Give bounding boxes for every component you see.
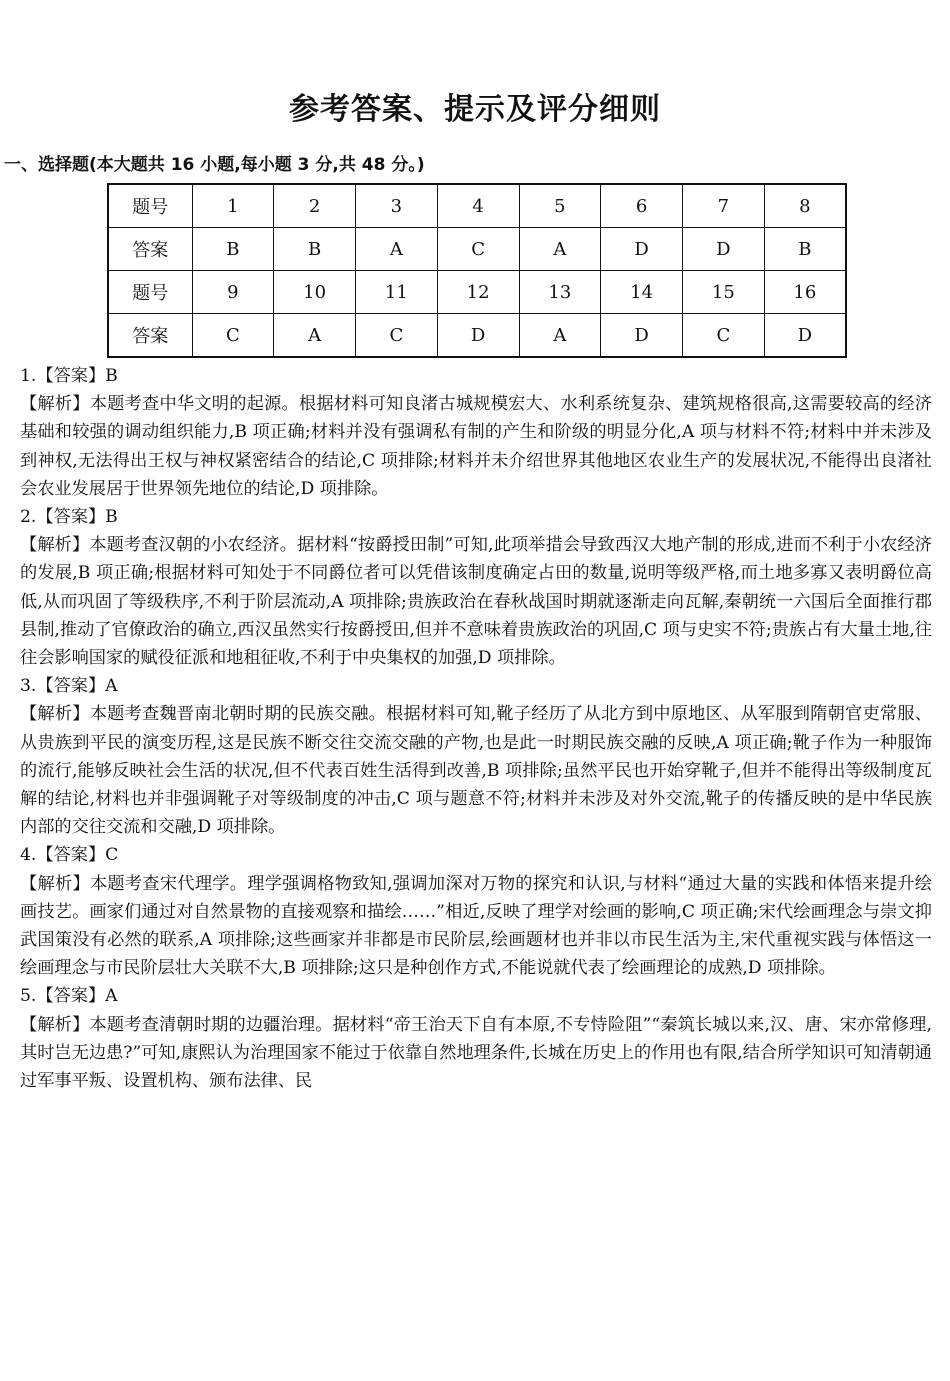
- answer-line: [20, 982, 932, 1010]
- answer-explanations: [20, 362, 932, 1095]
- question-block: [20, 362, 932, 503]
- table-row-header: 答案: [108, 314, 192, 358]
- answer-label: 【答案】: [36, 366, 106, 386]
- table-cell: A: [274, 314, 356, 358]
- analysis-text: 本题考查魏晋南北朝时期的民族交融。根据材料可知,靴子经历了从北方到中原地区、从军服到隋朝官吏常服、从贵族到平民的演变历程,这是民族不断交往交流交融的产物,也是此一时期民族交融的反映,A 项正确;靴子作为一种服饰的流行,能够反映社会生活的状况,但不代表百姓生活得到改善,B 项排除;虽然平民也开始穿靴子,但并不能得出等级制度瓦解的结论,材料也并非强调靴子对等级制度的冲击,C 项与题意不符;材料并未涉及对外交流,靴子的传播反映的是中华民族内部的交往交流和交融,D 项排除。: [20, 704, 932, 838]
- table-cell: 13: [519, 271, 601, 314]
- table-cell: 3: [356, 184, 438, 228]
- answer-label: 【答案】: [36, 986, 106, 1007]
- analysis-label: 【解析】: [20, 1014, 90, 1035]
- table-cell: C: [192, 314, 274, 358]
- question-number: 3.: [20, 676, 37, 697]
- answer-value: B: [105, 507, 118, 528]
- table-cell: A: [356, 228, 438, 271]
- table-cell: C: [437, 228, 519, 271]
- question-block: [20, 982, 932, 1095]
- table-cell: 15: [683, 271, 765, 314]
- table-row: [108, 314, 846, 358]
- table-cell: 14: [601, 271, 683, 314]
- analysis-text: 本题考查汉朝的小农经济。据材料“按爵授田制”可知,此项举措会导致西汉大地产制的形成,进而不利于小农经济的发展,B 项正确;根据材料可知处于不同爵位者可以凭借该制度确定占田的数量,说明等级严格,而土地多寡又表明爵位高低,从而巩固了等级秩序,不利于阶层流动,A 项排除;贵族政治在春秋战国时期就逐渐走向瓦解,秦朝统一六国后全面推行郡县制,推动了官僚政治的确立,西汉虽然实行按爵授田,但并不意味着贵族政治的巩固,C 项与史实不符;贵族占有大量土地,往往会影响国家的赋役征派和地租征收,不利于中央集权的加强,D 项排除。: [20, 535, 932, 669]
- table-cell: B: [764, 228, 846, 271]
- page-title: 参考答案、提示及评分细则: [289, 92, 661, 127]
- analysis-label: 【解析】: [20, 535, 90, 556]
- table-cell: B: [192, 228, 274, 271]
- table-cell: 6: [601, 184, 683, 228]
- analysis-text: 本题考查宋代理学。理学强调格物致知,强调加深对万物的探究和认识,与材料“通过大量的实践和体悟来提升绘画技艺。画家们通过对自然景物的直接观察和描绘……”相近,反映了理学对绘画的影响,C 项正确;宋代绘画理念与崇文抑武国策没有必然的联系,A 项排除;这些画家并非都是市民阶层,绘画题材也并非以市民生活为主,宋代重视实践与体悟这一绘画理念与市民阶层壮大关联不大,B 项排除;这只是种创作方式,不能说就代表了绘画理论的成熟,D 项排除。: [20, 873, 932, 979]
- analysis-label: 【解析】: [20, 873, 90, 894]
- question-number: 2.: [20, 507, 37, 528]
- analysis-paragraph: [20, 870, 932, 983]
- table-cell: B: [274, 228, 356, 271]
- table-cell: A: [519, 314, 601, 358]
- table-cell: D: [601, 314, 683, 358]
- table-cell: 1: [192, 184, 274, 228]
- analysis-label: 【解析】: [20, 704, 90, 725]
- table-row: [108, 184, 846, 228]
- table-cell: D: [601, 228, 683, 271]
- question-number: 5.: [20, 986, 37, 1007]
- section-heading: 一、选择题(本大题共 16 小题,每小题 3 分,共 48 分。): [4, 155, 425, 175]
- answer-table: [107, 183, 847, 358]
- answer-label: 【答案】: [36, 676, 106, 697]
- answer-line: [20, 503, 932, 531]
- table-cell: 10: [274, 271, 356, 314]
- question-number: 1.: [20, 366, 37, 386]
- table-cell: C: [683, 314, 765, 358]
- table-cell: D: [683, 228, 765, 271]
- table-cell: 11: [356, 271, 438, 314]
- table-row-header: 答案: [108, 228, 192, 271]
- answer-value: B: [105, 366, 118, 386]
- table-cell: D: [764, 314, 846, 358]
- table-row: [108, 271, 846, 314]
- analysis-label: 【解析】: [20, 394, 90, 415]
- analysis-paragraph: [20, 390, 932, 503]
- table-cell: 16: [764, 271, 846, 314]
- table-cell: 9: [192, 271, 274, 314]
- answer-label: 【答案】: [36, 845, 106, 866]
- answer-value: C: [105, 845, 119, 866]
- question-number: 4.: [20, 845, 37, 866]
- table-row: [108, 228, 846, 271]
- analysis-paragraph: [20, 700, 932, 841]
- table-row-header: 题号: [108, 271, 192, 314]
- table-cell: C: [356, 314, 438, 358]
- table-cell: D: [437, 314, 519, 358]
- answer-value: A: [105, 986, 118, 1007]
- analysis-paragraph: [20, 1011, 932, 1096]
- table-cell: 5: [519, 184, 601, 228]
- answer-line: [20, 672, 932, 700]
- question-block: [20, 503, 932, 672]
- table-row-header: 题号: [108, 184, 192, 228]
- question-block: [20, 672, 932, 841]
- table-cell: 8: [764, 184, 846, 228]
- answer-line: [20, 362, 932, 390]
- question-block: [20, 841, 932, 982]
- analysis-text: 本题考查清朝时期的边疆治理。据材料“帝王治天下自有本原,不专恃险阻”“秦筑长城以来,汉、唐、宋亦常修理,其时岂无边患?”可知,康熙认为治理国家不能过于依靠自然地理条件,长城在历史上的作用也有限,结合所学知识可知清朝通过军事平叛、设置机构、颁布法律、民: [20, 1014, 932, 1092]
- answer-value: A: [105, 676, 118, 697]
- analysis-paragraph: [20, 531, 932, 672]
- table-cell: 12: [437, 271, 519, 314]
- answer-label: 【答案】: [36, 507, 106, 528]
- table-cell: 4: [437, 184, 519, 228]
- analysis-text: 本题考查中华文明的起源。根据材料可知良渚古城规模宏大、水利系统复杂、建筑规格很高,这需要较高的经济基础和较强的调动组织能力,B 项正确;材料并没有强调私有制的产生和阶级的明显分化,A 项与材料不符;材料中并未涉及到神权,无法得出王权与神权紧密结合的结论,C 项排除;材料并未介绍世界其他地区农业生产的发展状况,不能得出良渚社会农业发展居于世界领先地位的结论,D 项排除。: [20, 394, 932, 499]
- table-cell: 7: [683, 184, 765, 228]
- table-cell: A: [519, 228, 601, 271]
- table-cell: 2: [274, 184, 356, 228]
- answer-line: [20, 841, 932, 869]
